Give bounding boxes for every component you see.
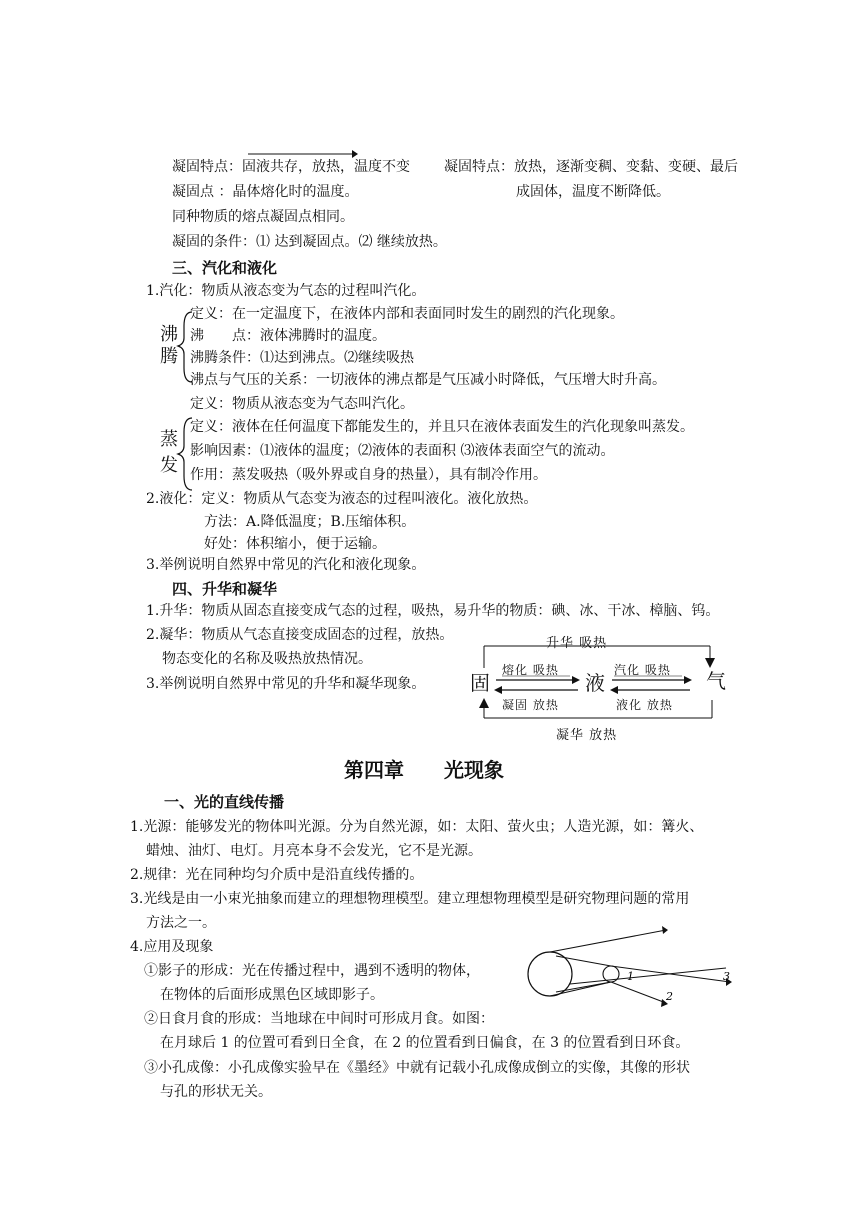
position-2-label: 2 bbox=[666, 990, 673, 1003]
boil-pressure: 沸点与气压的关系：一切液体的沸点都是气压减小时降低，气压增大时升高。 bbox=[190, 372, 666, 388]
sun-circle bbox=[528, 952, 572, 996]
freezing-point: 凝固点 ：晶体熔化时的温度。 bbox=[172, 184, 359, 200]
solidify-conditions: 凝固的条件：⑴ 达到凝固点。⑵ 继续放热。 bbox=[172, 234, 447, 250]
position-3-label: 3 bbox=[723, 970, 730, 983]
evap-label-1: 蒸 bbox=[160, 429, 178, 450]
example-3: 3.举例说明自然界中常见的汽化和液化现象。 bbox=[146, 557, 426, 573]
light-source-def: 1.光源：能够发光的物体叫光源。分为自然光源，如：太阳、萤火虫；人造光源，如：篝火、 bbox=[130, 819, 704, 835]
liquefaction-methods: 方法：A.降低温度；B.压缩体积。 bbox=[204, 514, 416, 530]
freezing-label: 凝固 放热 bbox=[502, 698, 559, 712]
chapter-title: 第四章 光现象 bbox=[344, 758, 504, 782]
evap-label-2: 发 bbox=[160, 455, 178, 476]
liquefaction-def: 2.液化：定义：物质从气态变为液态的过程叫液化。液化放热。 bbox=[146, 491, 538, 507]
section-title: 四、升华和凝华 bbox=[172, 580, 278, 598]
boil-conditions: 沸腾条件：⑴达到沸点。⑵继续吸热 bbox=[190, 350, 414, 366]
light-ray-model: 3.光线是由一小束光抽象而建立的理想物理模型。建立理想物理模型是研究物理问题的常用 bbox=[130, 891, 690, 907]
liquid-label: 液 bbox=[585, 671, 605, 695]
applications: 4.应用及现象 bbox=[130, 939, 214, 955]
boil-label-1: 沸 bbox=[160, 324, 178, 345]
solid-label: 固 bbox=[470, 671, 490, 695]
pinhole-imaging: ③小孔成像：小孔成像实验早在《墨经》中就有记载小孔成像成倒立的实像，其像的形状 bbox=[144, 1060, 690, 1076]
desublimation-def: 2.凝华：物质从气态直接变成固态的过程，放热。 bbox=[146, 627, 454, 643]
example-4: 3.举例说明自然界中常见的升华和凝华现象。 bbox=[146, 676, 426, 692]
light-ray-model-cont: 方法之一。 bbox=[146, 915, 216, 931]
boil-definition: 定义：在一定温度下，在液体内部和表面同时发生的剧烈的汽化现象。 bbox=[190, 306, 624, 322]
eclipse-positions: 在月球后 1 的位置可看到日全食，在 2 的位置看到日偏食，在 3 的位置看到日环食。 bbox=[160, 1035, 690, 1051]
light-law: 2.规律：光在同种均匀介质中是沿直线传播的。 bbox=[130, 867, 424, 883]
liquefaction-benefit: 好处：体积缩小，便于运输。 bbox=[204, 536, 386, 552]
vaporization-def: 1.汽化：物质从液态变为气态的过程叫汽化。 bbox=[146, 283, 426, 299]
gas-label: 气 bbox=[706, 669, 726, 693]
sublimation-def: 1.升华：物质从固态直接变成气态的过程，吸热，易升华的物质：碘、冰、干冰、樟脑、钨。 bbox=[146, 603, 720, 619]
state-change-note: 物态变化的名称及吸热放热情况。 bbox=[162, 651, 372, 667]
liquefying-label: 液化 放热 bbox=[616, 698, 673, 712]
amorphous-feature: 凝固特点：放热，逐渐变稠、变黏、变硬、最后 bbox=[444, 159, 738, 175]
desublimation-label: 凝华 放热 bbox=[556, 728, 618, 743]
shadow-formation-cont: 在物体的后面形成黑色区域即影子。 bbox=[160, 987, 384, 1003]
solidify-feature: 凝固特点：固液共存，放热，温度不变 bbox=[172, 159, 410, 175]
boiling-point: 沸 点：液体沸腾时的温度。 bbox=[190, 328, 386, 344]
pinhole-imaging-cont: 与孔的形状无关。 bbox=[160, 1084, 272, 1100]
shadow-formation: ①影子的形成：光在传播过程中，遇到不透明的物体， bbox=[144, 963, 480, 979]
same-point-note: 同种物质的熔点凝固点相同。 bbox=[172, 209, 354, 225]
sublimation-label: 升华 吸热 bbox=[546, 636, 608, 651]
eclipse-formation: ②日食月食的形成：当地球在中间时可形成月食。如图： bbox=[144, 1011, 494, 1027]
vaporization-short-def: 定义：物质从液态变为气态叫汽化。 bbox=[190, 396, 414, 412]
light-source-def-cont: 蜡烛、油灯、电灯。月亮本身不会发光，它不是光源。 bbox=[146, 843, 482, 859]
boil-label-2: 腾 bbox=[160, 346, 178, 367]
section-title: 一、光的直线传播 bbox=[164, 793, 285, 811]
melting-label: 熔化 吸热 bbox=[502, 663, 559, 677]
section-title: 三、汽化和液化 bbox=[172, 259, 278, 277]
evap-definition: 定义：液体在任何温度下都能发生的，并且只在液体表面发生的汽化现象叫蒸发。 bbox=[190, 419, 694, 435]
vaporizing-label: 汽化 吸热 bbox=[614, 663, 671, 677]
amorphous-feature-cont: 成固体，温度不断降低。 bbox=[516, 184, 670, 200]
evap-effect: 作用：蒸发吸热（吸外界或自身的热量），具有制冷作用。 bbox=[190, 467, 547, 483]
position-1-label: 1 bbox=[627, 970, 634, 983]
evap-factors: 影响因素：⑴液体的温度；⑵液体的表面积 ⑶液体表面空气的流动。 bbox=[190, 443, 615, 459]
